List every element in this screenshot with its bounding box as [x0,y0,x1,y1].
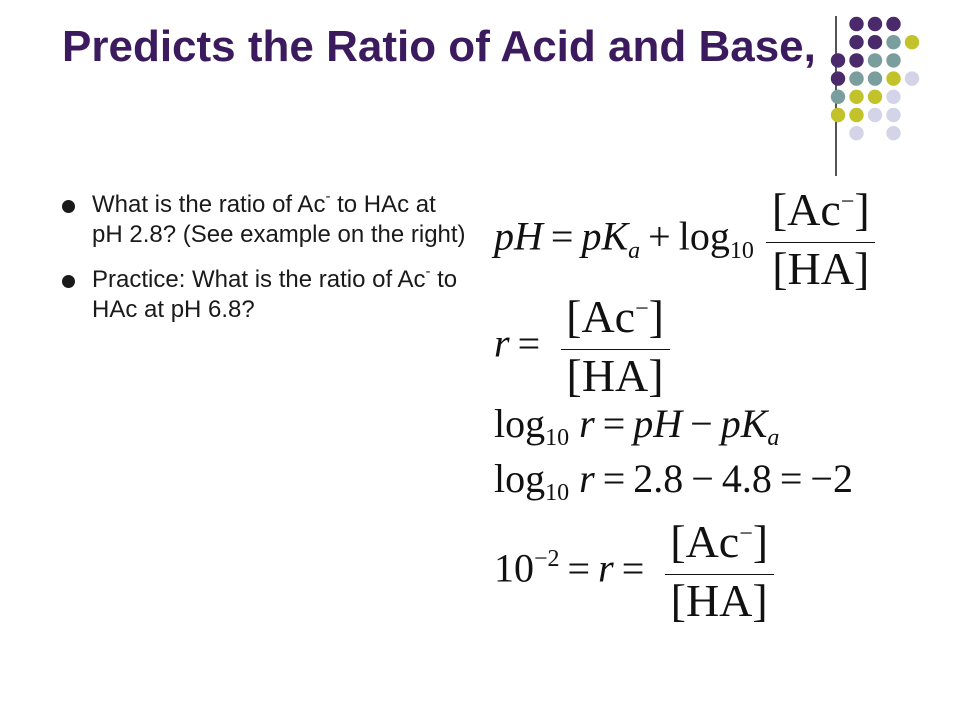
eq3-ph: pH [633,401,683,446]
eq1-pk: pK [581,213,629,259]
decorative-dot [868,35,882,49]
bullet-1-rest: to HAc at pH 2.8? (See example on the right) [92,191,466,248]
bullet-1-text: What is the ratio of Ac [92,191,326,218]
equation-ratio-definition [494,291,672,401]
decorative-dot [831,71,845,85]
eq1-numerator [766,184,876,242]
eq4-r: r [579,456,595,501]
eq3-pk: pK [720,401,768,446]
decorative-dot [886,108,900,122]
decorative-dot [886,90,900,104]
eq5-num-text: [Ac [670,516,740,567]
eq3-log-base: 10 [545,425,570,451]
bullet-2-rest: to HAc at pH 6.8? [92,266,458,323]
decorative-dot [849,71,863,85]
eq5-num-close: ] [752,516,769,567]
bullet-item-1 [62,190,472,250]
eq4-value-1: 2.8 [633,456,684,501]
eq1-log-base: 10 [729,237,754,264]
eq5-numerator [664,516,774,574]
decorative-dot [905,71,919,85]
eq3-log: log [494,401,546,446]
eq1-plus: + [648,213,671,259]
equation-ratio-result [494,516,776,626]
eq3-equals: = [602,401,626,446]
eq2-numerator [560,291,670,349]
eq1-fraction [766,184,876,294]
decorative-dot [849,53,863,67]
eq1-denominator [766,242,875,293]
equation-henderson-hasselbalch [494,184,878,294]
eq4-equals: = [602,456,626,501]
eq5-num-sup: − [739,521,753,547]
eq5-denominator [665,574,774,625]
eq1-num-close: ] [854,184,870,235]
decorative-dot [849,90,863,104]
eq1-num-text: [Ac [771,184,841,235]
eq2-num-text: [Ac [566,291,636,342]
bullet-list [62,190,472,340]
decorative-dot [849,108,863,122]
decorative-dot [886,17,900,31]
slide-title: Predicts the Ratio of Acid and Base, [62,22,816,71]
eq2-den-text: [HA] [566,350,664,401]
eq4-minus: − [691,456,714,501]
eq2-num-close: ] [648,291,664,342]
eq5-exponent: −2 [534,545,560,572]
eq4-log-base: 10 [545,480,570,506]
eq2-num-sup: − [635,296,649,322]
decorative-dot [831,53,845,67]
equation-log-ratio [494,400,780,451]
divider-rule [835,16,837,176]
eq1-equals: = [550,213,574,259]
decorative-dot [886,35,900,49]
eq4-log: log [494,456,546,501]
bullet-1-sup: - [325,188,331,205]
decorative-dot [886,126,900,140]
eq5-den-text: [HA] [670,575,768,626]
eq2-fraction [560,291,670,401]
bullet-item-2 [62,265,472,325]
eq2-equals: = [517,320,541,366]
equation-log-ratio-values [494,455,853,506]
eq1-log: log [678,213,730,259]
eq4-result: −2 [810,456,853,501]
decorative-dot [868,108,882,122]
decorative-dot [849,126,863,140]
decorative-dot [905,35,919,49]
decorative-dot [868,53,882,67]
eq5-base: 10 [494,545,534,591]
bullet-2-sup: - [425,263,431,280]
eq5-equals-2: = [621,545,645,591]
decorative-dot [849,17,863,31]
decorative-dot [868,17,882,31]
eq1-ph: pH [494,213,543,259]
eq5-fraction [664,516,774,626]
eq4-value-2: 4.8 [721,456,772,501]
decorative-dot [886,71,900,85]
eq3-r: r [579,401,595,446]
decorative-dot [849,35,863,49]
decorative-dot [831,108,845,122]
bullet-dot-icon [62,200,75,213]
eq2-r: r [494,320,510,366]
decorative-dot [886,53,900,67]
bullet-dot-icon [62,275,75,288]
eq1-den-text: [HA] [772,243,870,294]
eq5-r: r [598,545,614,591]
eq2-denominator [561,349,670,400]
decorative-dot [868,90,882,104]
eq1-a-subscript: a [628,237,641,264]
eq5-equals: = [567,545,591,591]
eq1-num-sup: − [840,189,855,215]
eq3-a-subscript: a [767,425,780,451]
bullet-2-text: Practice: What is the ratio of Ac [92,266,426,293]
eq3-minus: − [690,401,713,446]
eq4-equals-2: = [779,456,803,501]
decorative-dot [831,90,845,104]
decorative-dot [868,71,882,85]
